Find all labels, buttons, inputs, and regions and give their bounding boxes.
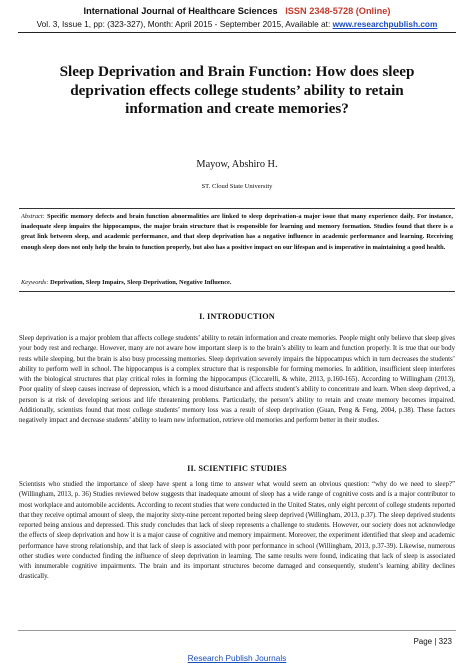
keywords — [21, 279, 453, 286]
website-link[interactable]: www.researchpublish.com — [332, 19, 438, 29]
paper-title: Sleep Deprivation and Brain Function: How does sleep deprivation effects college students’ ability to retain information and create memories? — [59, 63, 415, 117]
scientific-studies-paragraph: Scientists who studied the importance of sleep have spent a long time to answer what would seem an obvious question: “why do we need to sleep?” (Willingham, 2013, p. 36) Studies reviewed below suggests that inadequate amount of sleep has a wide range of cognitive costs and is a major contributor to most workplace and automobile accidents. According to recent studies that were conducted in the United States, only eight percent of college students reported that they receive optimal amount of sleep, the majority sixty-nine percent reported being sleep deprived (Willingham, 2013, p.37). The sleep deprived students reported being anxious and depressed. This study concludes that lack of sleep represents a challenge to students. However, our society does not acknowledge the effects of sleep deprivation and how it is a major cause of cognitive and memory impairment. Moreover, the experiment identified that sleep and academic performance have strong relationship, and that lack of sleep is associated with poor performance in school (Willingham, 2013, p.37-39). Likewise, numerous other studies were conducted finding the influence of sleep deprivation in learning. The same results were found, indicating that lack of sleep is associated with innumerable cognitive impairments. The brain and its important structures become damaged and consequently, student’s learning ability declines drastically. — [19, 481, 455, 581]
volume-line — [0, 19, 474, 29]
journal-header — [0, 6, 474, 16]
abstract — [21, 212, 453, 253]
publisher-link[interactable]: Research Publish Journals — [187, 653, 287, 663]
keywords-label: Keywords: — [21, 279, 49, 286]
abstract-label: Abstract: — [21, 213, 45, 220]
volume-info: Vol. 3, Issue 1, pp: (323-327), Month: April 2015 - September 2015, Available at: — [36, 19, 333, 29]
header-divider — [18, 32, 456, 33]
section-heading-introduction: I. INTRODUCTION — [199, 312, 275, 321]
journal-name: International Journal of Healthcare Sciences — [83, 6, 278, 16]
issn-label: ISSN 2348-5728 (Online) — [285, 6, 391, 16]
author-affiliation: ST. Cloud State University — [201, 183, 273, 190]
introduction-paragraph: Sleep deprivation is a major problem that affects college students’ ability to retain information and create memories. People might only believe that sleep gives your body rest and recharge. However, many are not aware how important sleep is to the brain’s ability to learn and function properly. It is true that our body rests while sleeping, but the brain is also busy processing memories. Sleep deprivation severely impairs the hippocampus which in turn decreases the students’ ability to perform well in school. The hippocampus is a complex structure that is responsible for forming memories. In addition, insufficient sleep interferes with the biological structures that play critical roles in forming the hippocampus (Ciccarelli, & white, 2013, p.160-165). According to Willingham (2013), Poor quality of sleep causes increase of depression, which is a mood disturbance and affects student’s ability to concentrate and learn. When sleep deprived, a person is at risk of developing serious and life threatening problems. Particularly, the person’s ability to retain and create memory becomes impaired. Additionally, scientists found that most college students’ memory loss was a result of sleep deprivation (Guan, Peng & Feng, 2004, p.38). These factors negatively impact and decrease students’ ability to learn new information, retrieve old memories and perform better in their studies. — [19, 335, 455, 424]
author-name: Mayow, Abshiro H. — [196, 159, 278, 170]
section-heading-scientific-studies: II. SCIENTIFIC STUDIES — [187, 464, 287, 473]
abstract-text: Specific memory defects and brain function abnormalities are linked to sleep deprivation-a major issue that many experience daily. For instance, inadequate sleep impairs the hippocampus, the major brain structure that is responsible for learning and memory formation. Studies found that there is a great link between sleep, and academic performance, and that sleep deprivation has a negative influence in academic performance and learning. Receiving enough sleep does not only help the brain to function properly, but also has a positive impact on our lifespan and is imperative in maintaining a good health. — [21, 213, 453, 251]
footer-divider — [18, 630, 456, 631]
page-number: Page | 323 — [413, 637, 452, 646]
keywords-text: Deprivation, Sleep Impairs, Sleep Deprivation, Negative Influence. — [50, 279, 232, 286]
